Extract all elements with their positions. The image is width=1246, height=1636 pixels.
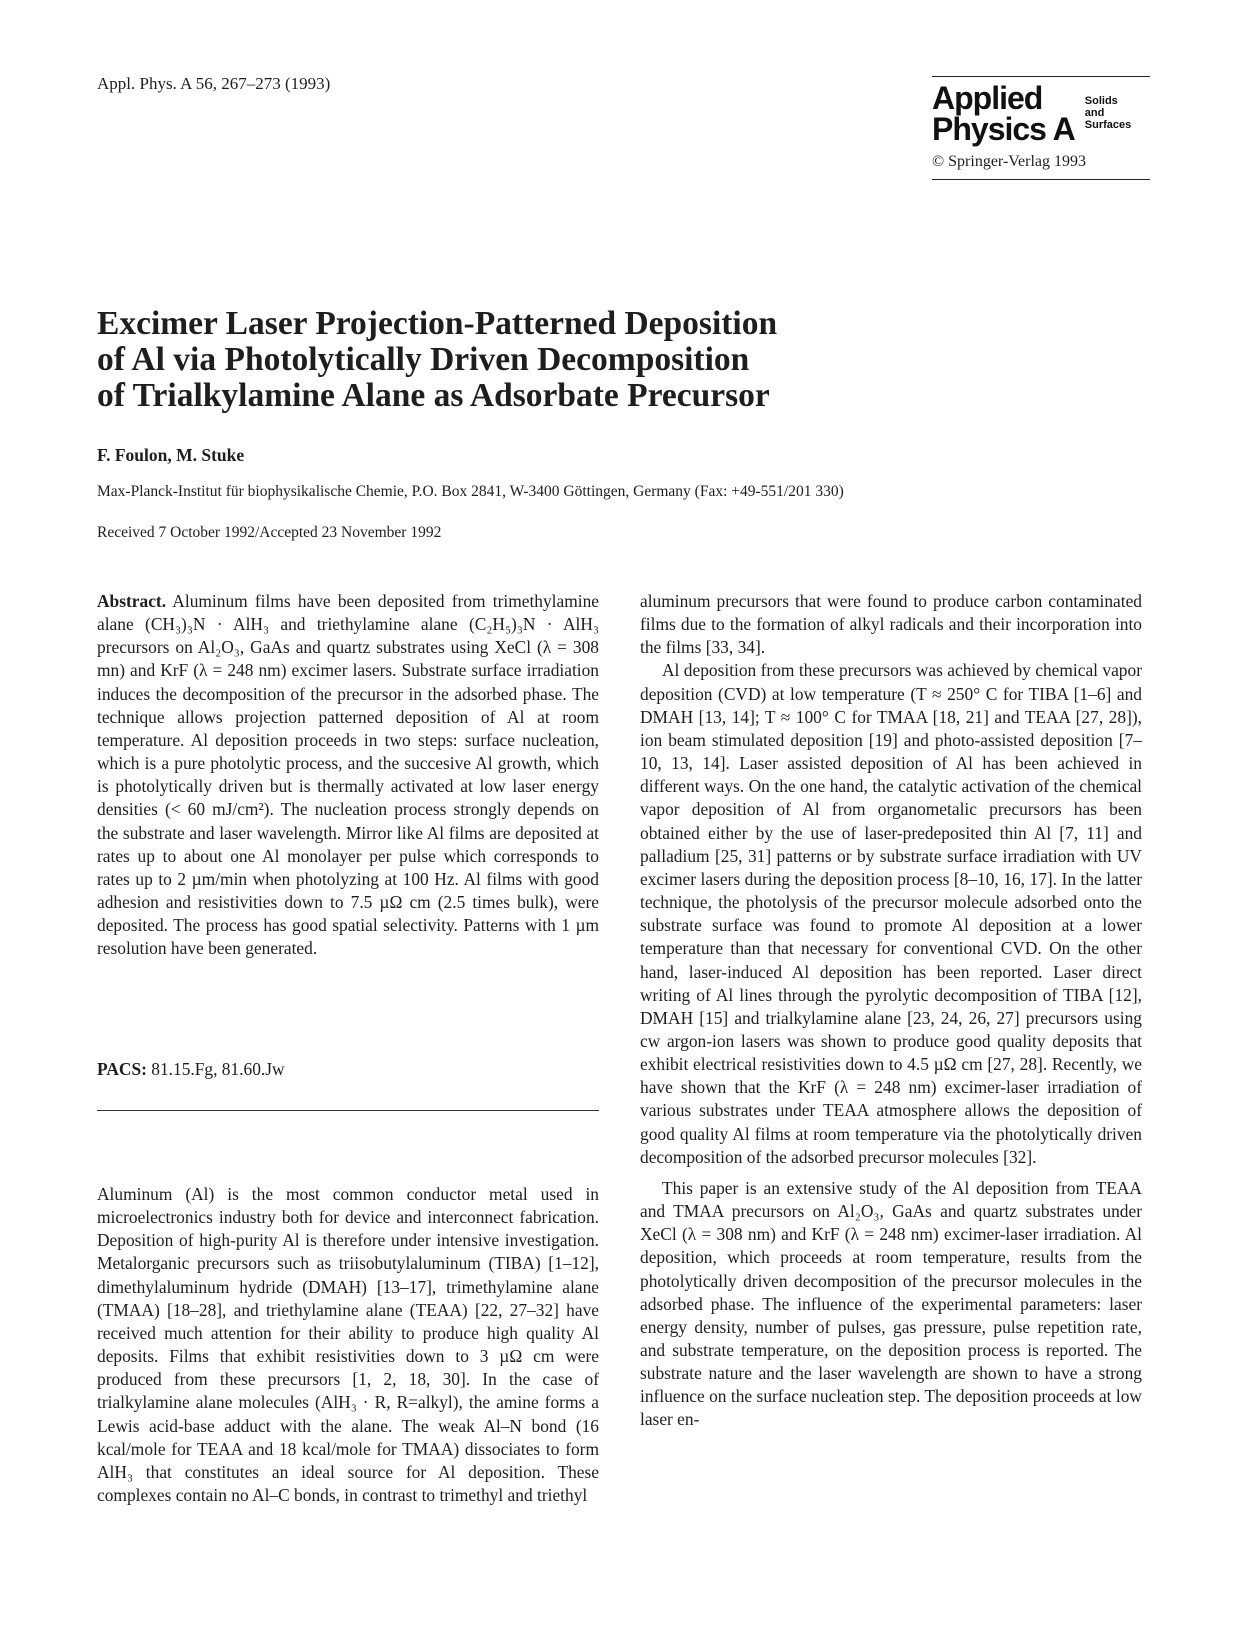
paragraph: This paper is an extensive study of the Al deposition from TEAA and TMAA precursors on Al₂O₃, GaAs and quartz substrates under XeCl (λ = 308 nm) and KrF (λ = 248 nm) excimer-laser irradiation. Al deposition, which proceeds at room temperature, results from the photolytically driven decomposition of the precursor molecules in the adsorbed phase. The influence of the experimental parameters: laser energy density, number of pulses, gas pressure, pulse repetition rate, and substrate temperature, on the deposition process is reported. The substrate nature and the laser wavelength are shown to have a strong influence on the surface nucleation step. The deposition proceeds at low laser en- xyxy=(640,1177,1142,1430)
logo-bottom-rule xyxy=(932,179,1150,180)
paragraph: Al deposition from these precursors was achieved by chemical vapor deposition (CVD) at low temperature (T ≈ 250° C for TIBA [1–6] and DMAH [13, 14]; T ≈ 100° C for TMAA [18, 21] and TEAA [27, 28]), ion beam stimulated deposition [19] and photo-assisted deposition [7–10, 13, 14]. Laser assisted deposition of Al has been achieved in different ways. On the one hand, the catalytic activation of the chemical vapor deposition of Al from organometalic precursors has been obtained either by the use of laser-predeposited thin Al [7, 11] and palladium [25, 31] patterns or by substrate surface irradiation with UV excimer lasers during the deposition process [8–10, 16, 17]. In the latter technique, the photolysis of the precursor molecule adsorbed onto the substrate surface was found to promote Al deposition at a lower temperature than that necessary for conventional CVD. On the other hand, laser-induced Al deposition has been reported. Laser direct writing of Al lines through the pyrolytic decomposition of TIBA [12], DMAH [15] and trialkylamine alane [23, 24, 26, 27] precursors using cw argon-ion lasers was shown to produce good quality deposits that exhibit electrical resistivities down to 4.5 µΩ cm [27, 28]. Recently, we have shown that the KrF (λ = 248 nm) excimer-laser irradiation of various substrates under TEAA atmosphere allows the deposition of good quality Al films at room temperature via the photolytically driven decomposition of the adsorbed precursor molecules [32]. xyxy=(640,660,1142,1167)
authors: F. Foulon, M. Stuke xyxy=(97,445,245,465)
abstract-text: Aluminum films have been deposited from trimethylamine alane (CH₃)₃N · AlH₃ and triethylamine alane (C₂H₅)₃N · AlH₃ precursors on Al₂O₃, GaAs and quartz substrates using XeCl (λ = 308 mn) and KrF (λ = 248 nm) excimer lasers. Substrate surface irradiation induces the decomposition of the precursor in the adsorbed phase. The technique allows projection patterned deposition of Al at room temperature. Al deposition proceeds in two steps: surface nucleation, which is a pure photolytic process, and the succesive Al growth, which is photolytically driven but is thermally activated at low laser energy densities (< 60 mJ/cm²). The nucleation process strongly depends on the substrate and laser wavelength. Mirror like Al films are deposited at rates up to about one Al monolayer per pulse which corresponds to rates up to 2 µm/min when photolyzing at 100 Hz. Al films with good adhesion and resistivities down to 7.5 µΩ cm (2.5 times bulk), were deposited. The process has good spatial selectivity. Patterns with 1 µm resolution have been generated. xyxy=(97,591,599,959)
abstract xyxy=(97,590,599,961)
pacs xyxy=(97,1059,285,1080)
journal-name-line2: Physics A xyxy=(932,111,1075,147)
body-right-column xyxy=(640,590,1142,1432)
pacs-label: PACS: xyxy=(97,1059,147,1079)
received-dates: Received 7 October 1992/Accepted 23 November 1992 xyxy=(97,524,442,541)
journal-name-line1: Applied xyxy=(932,80,1043,116)
article-title: Excimer Laser Projection-Patterned Deposition of Al via Photolytically Driven Decomposition of Trialkylamine Alane as Adsorbate Precursor xyxy=(97,305,778,414)
body-left-column xyxy=(97,1183,599,1507)
paragraph: Aluminum (Al) is the most common conductor metal used in microelectronics industry both for device and interconnect fabrication. Deposition of high-purity Al is therefore under intensive investigation. Metalorganic precursors such as triisobutylaluminum (TIBA) [1–12], dimethylaluminum hydride (DMAH) [13–17], trimethylamine alane (TMAA) [18–28], and triethylamine alane (TEAA) [22, 27–32] have received much attention for their ability to produce high quality Al deposits. Films that exhibit resistivities down to 3 µΩ cm were produced from these precursors [1, 2, 18, 30]. In the case of trialkylamine alane molecules (AlH₃ · R, R=alkyl), the amine forms a Lewis acid-base adduct with the alane. The weak Al–N bond (16 kcal/mole for TEAA and 18 kcal/mole for TMAA) dissociates to form AlH₃ that constitutes an ideal source for Al deposition. These complexes contain no Al–C bonds, in contrast to trimethyl and triethyl xyxy=(97,1184,599,1506)
affiliation: Max-Planck-Institut für biophysikalische Chemie, P.O. Box 2841, W-3400 Göttingen, Germany (Fax: +49-551/201 330) xyxy=(97,483,844,500)
journal-logo xyxy=(932,76,1150,180)
abstract-divider xyxy=(97,1110,599,1111)
paragraph: aluminum precursors that were found to produce carbon contaminated films due to the formation of alkyl radicals and their incorporation into the films [33, 34]. xyxy=(640,591,1142,658)
journal-section: Solids and Surfaces xyxy=(1084,95,1132,131)
abstract-label: Abstract. xyxy=(97,591,167,611)
pacs-value: 81.15.Fg, 81.60.Jw xyxy=(146,1059,285,1079)
logo-top-rule xyxy=(932,76,1150,77)
journal-citation: Appl. Phys. A 56, 267–273 (1993) xyxy=(97,74,331,93)
publisher-copyright: © Springer-Verlag 1993 xyxy=(932,153,1087,170)
